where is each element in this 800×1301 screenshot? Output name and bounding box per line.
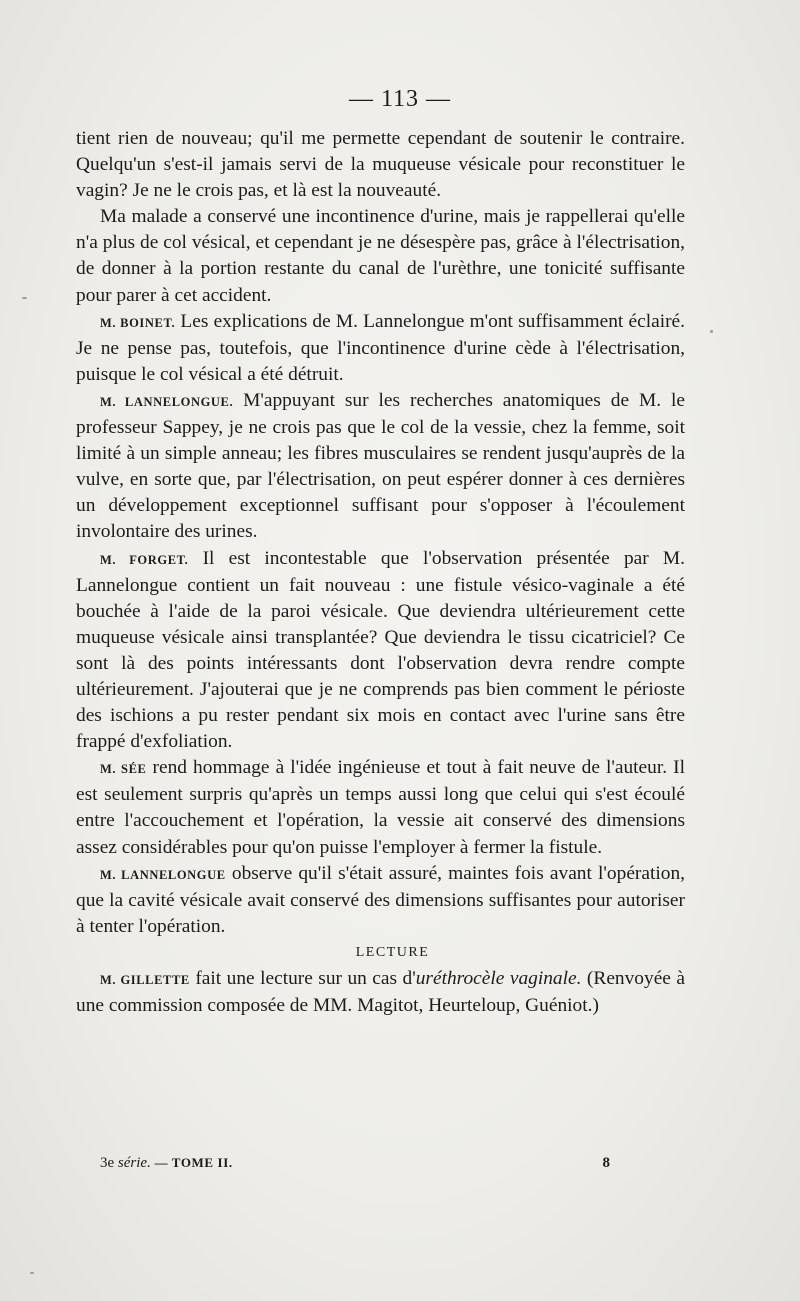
lecture-paragraph [76,966,685,1019]
speck [710,330,713,333]
paragraph-1 [76,126,685,204]
paragraph-text: Les explications de M. Lannelongue m'ont suffisamment éclairé. Je ne pense pas, toutefois, que l'incontinence d'urine cède à l'électrisation, puisque le col vésical a été détruit. [76,310,685,385]
signature-mark: 8 [602,1155,610,1171]
paragraph-7 [76,861,685,940]
paragraph-text: tient rien de nouveau; qu'il me permette cependant de soutenir le contraire. Quelqu'un s'est-il jamais servi de la muqueuse vésicale pour reconstituer le vagin? Je ne le crois pas, et là est la nouveauté. [76,128,685,202]
page-number: — 113 — [348,86,452,112]
speaker-name: M. GILLETTE [100,973,190,987]
tome-label: — TOME II. [154,1155,233,1170]
paragraph-text: (Renvoyée à une commission composée de MM. Magitot, Heurteloup, Guéniot.) [76,968,685,1017]
section-heading: LECTURE [355,944,430,960]
paragraph-text: observe qu'il s'était assuré, maintes fois avant l'opération, que la cavité vésicale avait conservé des dimensions suffisantes pour autoriser à tenter l'opération. [76,862,685,937]
paragraph-2 [76,204,685,308]
paragraph-text: Il est incontestable que l'observation présentée par M. Lannelongue contient un fait nouveau : une fistule vésico-vaginale a été bouchée à l'aide de la paroi vésicale. Que deviendra ultérieurement cette muqueuse vésicale ainsi transplantée? Que deviendra le tissu cicatriciel? Ce sont là des points intéressants dont l'observation devra rendre compte ultérieurement. J'ajouterai que je ne comprends pas bien comment le périoste des ischions a pu rester pendant six mois en contact avec l'urine sans être frappé d'exfoliation. [76,547,685,753]
series-ordinal: 3e [100,1155,115,1171]
paragraph-5 [76,546,685,756]
speaker-name: M. FORGET. [100,552,189,567]
speaker-name: M. LANNELONGUE [100,867,226,882]
serie-word: série. [117,1155,151,1171]
paragraph-text: Ma malade a conservé une incontinence d'urine, mais je rappellerai qu'elle n'a plus de col vésical, et cependant je ne désespère pas, grâce à l'électrisation, de donner à la portion restante du canal de l'urèthre, une tonicité suffisante pour parer à cet accident. [76,206,685,306]
page-footer [100,1155,610,1172]
body-text [76,126,685,1019]
paragraph-text: rend hommage à l'idée ingénieuse et tout à fait neuve de l'auteur. Il est seulement surpris qu'après un temps aussi long que celui qui s'est écoulé entre l'accouchement et l'opération, la vessie ait conservé des dimensions assez considérables pour qu'on puisse l'employer à fermer la fistule. [76,757,685,858]
speck [30,1272,34,1274]
italic-term: uréthrocèle vaginale. [415,968,582,989]
paragraph-6 [76,755,685,860]
paragraph-text: fait une lecture sur un cas d' [195,968,416,989]
speck [22,297,27,299]
speaker-name: M. LANNELONGUE. [100,394,234,409]
speaker-name: M. SÉE [100,762,147,777]
paragraph-text: M'appuyant sur les recherches anatomiques de M. le professeur Sappey, je ne crois pas que le col de la vessie, chez la femme, soit limité à un simple anneau; les fibres musculaires se rendent jusqu'auprès de la vulve, en sorte que, par l'électrisation, on peut espérer donner à ces dernières un développement exceptionnel suffisant pour s'opposer à l'écoulement involontaire des urines. [76,389,685,543]
paragraph-4 [76,388,685,546]
paragraph-3 [76,309,685,388]
speaker-name: M. BOINET. [100,315,176,330]
series-number [100,1155,151,1171]
